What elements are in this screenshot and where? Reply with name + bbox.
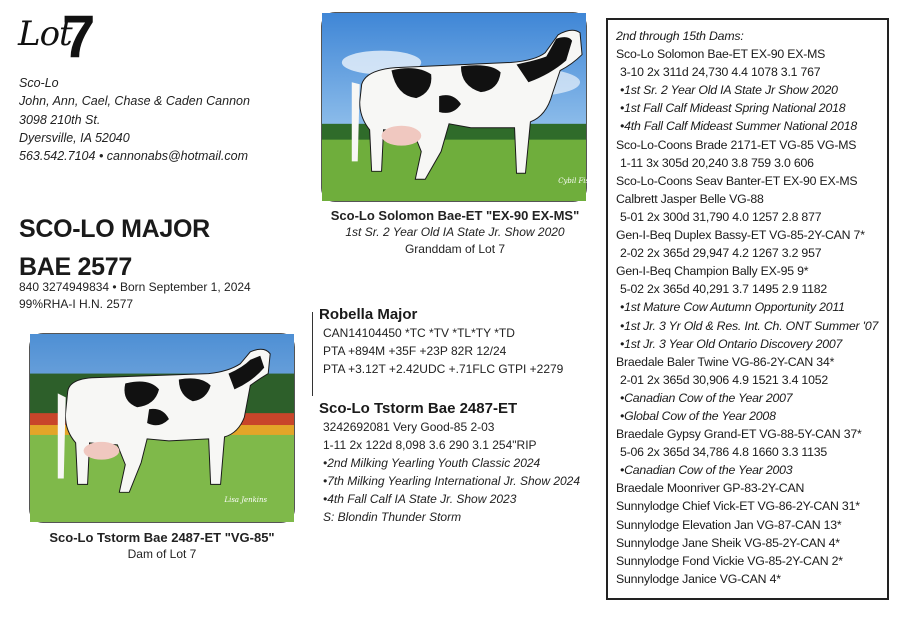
pedigree-heading: 2nd through 15th Dams: <box>616 29 744 43</box>
dam-sire-line: S: Blondin Thunder Storm <box>323 510 462 524</box>
dam-name: Sco-Lo Tstorm Bae 2487-ET <box>319 400 518 417</box>
pedigree-line: Calbrett Jasper Belle VG-88 <box>616 191 764 206</box>
dam-honor-line: •2nd Milking Yearling Youth Classic 2024 <box>323 456 541 470</box>
pedigree-line: •1st Jr. 3 Yr Old & Res. Int. Ch. ONT Summer '07 <box>620 318 879 333</box>
granddam-caption-award: 1st Sr. 2 Year Old IA State Jr. Show 2020 <box>345 225 565 239</box>
pedigree-line: Braedale Gypsy Grand-ET VG-88-5Y-CAN 37* <box>616 427 862 442</box>
consignor-contact: 563.542.7104 • cannonabs@hotmail.com <box>19 149 249 164</box>
pedigree-line: Braedale Baler Twine VG-86-2Y-CAN 34* <box>616 354 835 369</box>
pedigree-line: Sco-Lo-Coons Seav Banter-ET EX-90 EX-MS <box>616 173 858 188</box>
animal-ids <box>19 279 251 313</box>
pedigree-line: 5-01 2x 300d 31,790 4.0 1257 2.8 877 <box>620 209 822 224</box>
animal-id-line: 840 3274949834 • Born September 1, 2024 <box>19 280 251 294</box>
lot-number: 7 <box>62 3 96 70</box>
dam-photo <box>29 333 295 523</box>
dam-caption-relation: Dam of Lot 7 <box>127 547 197 561</box>
sire-pta-line1: PTA +894M +35F +23P 82R 12/24 <box>323 344 507 358</box>
granddam-photo-watermark: Cybil Fisher <box>558 177 601 186</box>
pedigree-line: Sco-Lo Solomon Bae-ET EX-90 EX-MS <box>616 47 826 62</box>
pedigree-line: Sunnylodge Fond Vickie VG-85-2Y-CAN 2* <box>616 553 843 568</box>
sire-name: Robella Major <box>319 306 418 323</box>
sire-pta-line2: PTA +3.12T +2.42UDC +.71FLC GTPI +2279 <box>323 362 564 376</box>
pedigree-line: Sunnylodge Chief Vick-ET VG-86-2Y-CAN 31* <box>616 499 860 514</box>
pedigree-line: 5-06 2x 365d 34,786 4.8 1660 3.3 1135 <box>620 445 828 460</box>
pedigree-line: •Canadian Cow of the Year 2007 <box>620 390 793 405</box>
dam-caption-name: Sco-Lo Tstorm Bae 2487-ET "VG-85" <box>49 530 275 545</box>
pedigree-line: •1st Fall Calf Mideast Spring National 2018 <box>620 101 846 116</box>
pedigree-line: 3-10 2x 311d 24,730 4.4 1078 3.1 767 <box>620 65 821 80</box>
consignor-city: Dyersville, IA 52040 <box>19 130 130 145</box>
granddam-caption-relation: Granddam of Lot 7 <box>404 242 506 256</box>
lot-label: Lot <box>18 14 72 54</box>
granddam-photo <box>321 12 601 202</box>
pedigree-line: 2-01 2x 365d 30,906 4.9 1521 3.4 1052 <box>620 372 828 387</box>
pedigree-line: Gen-I-Beq Champion Bally EX-95 9* <box>616 264 809 279</box>
animal-breed-line: 99%RHA-I H.N. 2577 <box>19 297 134 311</box>
dam-record-line: 1-11 2x 122d 8,098 3.6 290 3.1 254"RIP <box>323 438 537 452</box>
consignor-street: 3098 210th St. <box>19 112 101 127</box>
pedigree-line: 5-02 2x 365d 40,291 3.7 1495 2.9 1182 <box>620 282 828 297</box>
dam-block <box>319 399 580 526</box>
granddam-caption-name: Sco-Lo Solomon Bae-ET "EX-90 EX-MS" <box>330 208 580 223</box>
consignor-info <box>19 74 250 165</box>
dam-photo-watermark: Lisa Jenkins <box>224 496 268 505</box>
pedigree-line: Sco-Lo-Coons Brade 2171-ET VG-85 VG-MS <box>616 137 857 152</box>
pedigree-line: Gen-I-Beq Duplex Bassy-ET VG-85-2Y-CAN 7* <box>616 228 865 243</box>
pedigree-line: 2-02 2x 365d 29,947 4.2 1267 3.2 957 <box>620 246 822 261</box>
sire-divider <box>312 312 313 396</box>
consignor-farm: Sco-Lo <box>19 76 59 90</box>
animal-name-line1: SCO-LO MAJOR <box>19 215 210 243</box>
pedigree-box <box>606 18 889 600</box>
animal-name-line2: BAE 2577 <box>19 253 132 281</box>
dam-honor-line: •4th Fall Calf IA State Jr. Show 2023 <box>323 492 517 506</box>
pedigree-line: •Global Cow of the Year 2008 <box>620 408 776 423</box>
pedigree-line: Sunnylodge Jane Sheik VG-85-2Y-CAN 4* <box>616 535 840 550</box>
pedigree-line: Sunnylodge Elevation Jan VG-87-CAN 13* <box>616 517 842 532</box>
animal-name <box>19 210 210 286</box>
pedigree-line: 1-11 3x 305d 20,240 3.8 759 3.0 606 <box>620 155 814 170</box>
dam-id-line: 3242692081 Very Good-85 2-03 <box>323 420 495 434</box>
dam-caption <box>14 529 310 563</box>
granddam-caption <box>300 207 610 258</box>
pedigree-line: •1st Jr. 3 Year Old Ontario Discovery 2007 <box>620 336 843 351</box>
consignor-owners: John, Ann, Cael, Chase & Caden Cannon <box>19 94 250 109</box>
sire-id-line: CAN14104450 *TC *TV *TL*TY *TD <box>323 326 515 340</box>
pedigree-line: •Canadian Cow of the Year 2003 <box>620 463 793 478</box>
pedigree-line: Braedale Moonriver GP-83-2Y-CAN <box>616 481 805 496</box>
pedigree-line: •1st Mature Cow Autumn Opportunity 2011 <box>620 300 845 315</box>
pedigree-line: Sunnylodge Janice VG-CAN 4* <box>616 571 781 586</box>
sire-block <box>319 305 563 378</box>
dam-honor-line: •7th Milking Yearling International Jr. Show 2024 <box>323 474 581 488</box>
pedigree-line: •1st Sr. 2 Year Old IA State Jr Show 2020 <box>620 83 838 98</box>
pedigree-line: •4th Fall Calf Mideast Summer National 2018 <box>620 119 857 134</box>
